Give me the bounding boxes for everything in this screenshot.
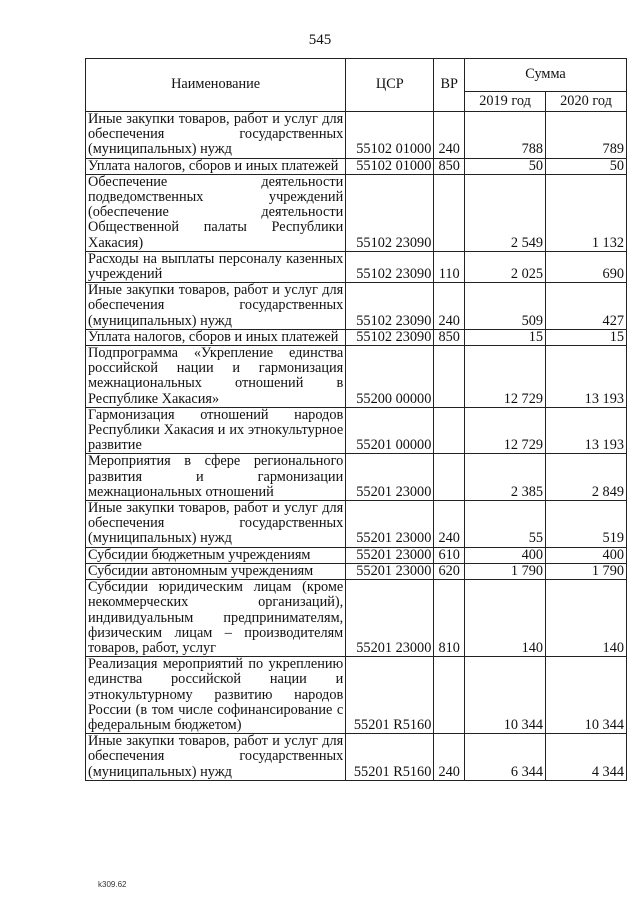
cell-2019: 6 344 <box>465 734 546 781</box>
cell-csr: 55201 23000 <box>346 501 434 548</box>
cell-2019: 15 <box>465 329 546 345</box>
cell-vr: 240 <box>434 501 465 548</box>
cell-2019: 788 <box>465 112 546 159</box>
cell-vr: 850 <box>434 158 465 174</box>
header-csr: ЦСР <box>346 59 434 112</box>
cell-vr <box>434 407 465 454</box>
cell-vr: 240 <box>434 112 465 159</box>
cell-csr: 55201 23000 <box>346 547 434 563</box>
cell-2020: 50 <box>546 158 627 174</box>
table-row <box>86 547 627 563</box>
cell-name: Субсидии автономным учреждениям <box>86 563 346 579</box>
cell-2020: 519 <box>546 501 627 548</box>
cell-2020: 13 193 <box>546 346 627 408</box>
cell-2020: 10 344 <box>546 657 627 734</box>
cell-2019: 1 790 <box>465 563 546 579</box>
cell-csr: 55201 R5160 <box>346 657 434 734</box>
cell-name: Иные закупки товаров, работ и услуг для обеспечения государственных (муниципальных) нужд <box>86 283 346 330</box>
table-row <box>86 454 627 501</box>
cell-vr: 850 <box>434 329 465 345</box>
header-vr: ВР <box>434 59 465 112</box>
table-row <box>86 580 627 657</box>
table-row <box>86 407 627 454</box>
table-row <box>86 112 627 159</box>
table-row <box>86 501 627 548</box>
cell-vr <box>434 346 465 408</box>
cell-2020: 1 790 <box>546 563 627 579</box>
cell-2019: 55 <box>465 501 546 548</box>
cell-name: Иные закупки товаров, работ и услуг для обеспечения государственных (муниципальных) нужд <box>86 501 346 548</box>
cell-vr <box>434 657 465 734</box>
cell-csr: 55201 23000 <box>346 563 434 579</box>
cell-2020: 690 <box>546 251 627 282</box>
cell-2020: 1 132 <box>546 174 627 251</box>
cell-vr: 620 <box>434 563 465 579</box>
cell-2020: 4 344 <box>546 734 627 781</box>
cell-2019: 50 <box>465 158 546 174</box>
table-row <box>86 158 627 174</box>
cell-2020: 427 <box>546 283 627 330</box>
cell-2019: 12 729 <box>465 407 546 454</box>
cell-vr <box>434 174 465 251</box>
header-year-2019: 2019 год <box>465 92 546 112</box>
table-row <box>86 563 627 579</box>
cell-vr: 810 <box>434 580 465 657</box>
table-row <box>86 329 627 345</box>
cell-2019: 400 <box>465 547 546 563</box>
table-row <box>86 283 627 330</box>
cell-name: Подпрограмма «Укрепление единства российской нации и гармонизация межнациональных отношений в Республике Хакасия» <box>86 346 346 408</box>
footer-code: k309.62 <box>98 880 127 889</box>
cell-csr: 55200 00000 <box>346 346 434 408</box>
cell-2020: 400 <box>546 547 627 563</box>
table-row <box>86 657 627 734</box>
cell-2020: 13 193 <box>546 407 627 454</box>
cell-csr: 55102 23090 <box>346 283 434 330</box>
header-year-2020: 2020 год <box>546 92 627 112</box>
table-row <box>86 346 627 408</box>
cell-csr: 55102 23090 <box>346 251 434 282</box>
cell-csr: 55201 23000 <box>346 454 434 501</box>
cell-2020: 140 <box>546 580 627 657</box>
table-row <box>86 734 627 781</box>
cell-2020: 789 <box>546 112 627 159</box>
cell-2019: 509 <box>465 283 546 330</box>
cell-name: Иные закупки товаров, работ и услуг для обеспечения государственных (муниципальных) нужд <box>86 734 346 781</box>
cell-name: Обеспечение деятельности подведомственных учреждений (обеспечение деятельности Общественной палаты Республики Хакасия) <box>86 174 346 251</box>
cell-name: Реализация мероприятий по укреплению единства российской нации и этнокультурному развитию народов России (в том числе софинансирование с федеральным бюджетом) <box>86 657 346 734</box>
header-sum: Сумма <box>465 59 627 92</box>
cell-name: Уплата налогов, сборов и иных платежей <box>86 158 346 174</box>
cell-csr: 55102 23090 <box>346 329 434 345</box>
header-name: Наименование <box>86 59 346 112</box>
table-row <box>86 251 627 282</box>
cell-name: Гармонизация отношений народов Республики Хакасия и их этнокультурное развитие <box>86 407 346 454</box>
cell-vr: 610 <box>434 547 465 563</box>
cell-2019: 2 385 <box>465 454 546 501</box>
cell-csr: 55102 23090 <box>346 174 434 251</box>
cell-csr: 55102 01000 <box>346 112 434 159</box>
cell-2020: 15 <box>546 329 627 345</box>
budget-table <box>85 58 627 781</box>
cell-2019: 2 025 <box>465 251 546 282</box>
cell-name: Мероприятия в сфере регионального развития и гармонизации межнациональных отношений <box>86 454 346 501</box>
cell-vr: 110 <box>434 251 465 282</box>
table-row <box>86 174 627 251</box>
cell-name: Расходы на выплаты персоналу казенных учреждений <box>86 251 346 282</box>
page-number: 545 <box>308 32 332 48</box>
cell-name: Субсидии юридическим лицам (кроме некоммерческих организаций), индивидуальным предпринимателям, физическим лицам – производителям товаров, работ, услуг <box>86 580 346 657</box>
cell-vr: 240 <box>434 734 465 781</box>
cell-csr: 55102 01000 <box>346 158 434 174</box>
cell-csr: 55201 00000 <box>346 407 434 454</box>
cell-name: Субсидии бюджетным учреждениям <box>86 547 346 563</box>
cell-name: Уплата налогов, сборов и иных платежей <box>86 329 346 345</box>
cell-2019: 2 549 <box>465 174 546 251</box>
cell-2019: 140 <box>465 580 546 657</box>
cell-vr: 240 <box>434 283 465 330</box>
cell-csr: 55201 23000 <box>346 580 434 657</box>
cell-2019: 12 729 <box>465 346 546 408</box>
cell-vr <box>434 454 465 501</box>
cell-2020: 2 849 <box>546 454 627 501</box>
cell-csr: 55201 R5160 <box>346 734 434 781</box>
cell-name: Иные закупки товаров, работ и услуг для обеспечения государственных (муниципальных) нужд <box>86 112 346 159</box>
cell-2019: 10 344 <box>465 657 546 734</box>
